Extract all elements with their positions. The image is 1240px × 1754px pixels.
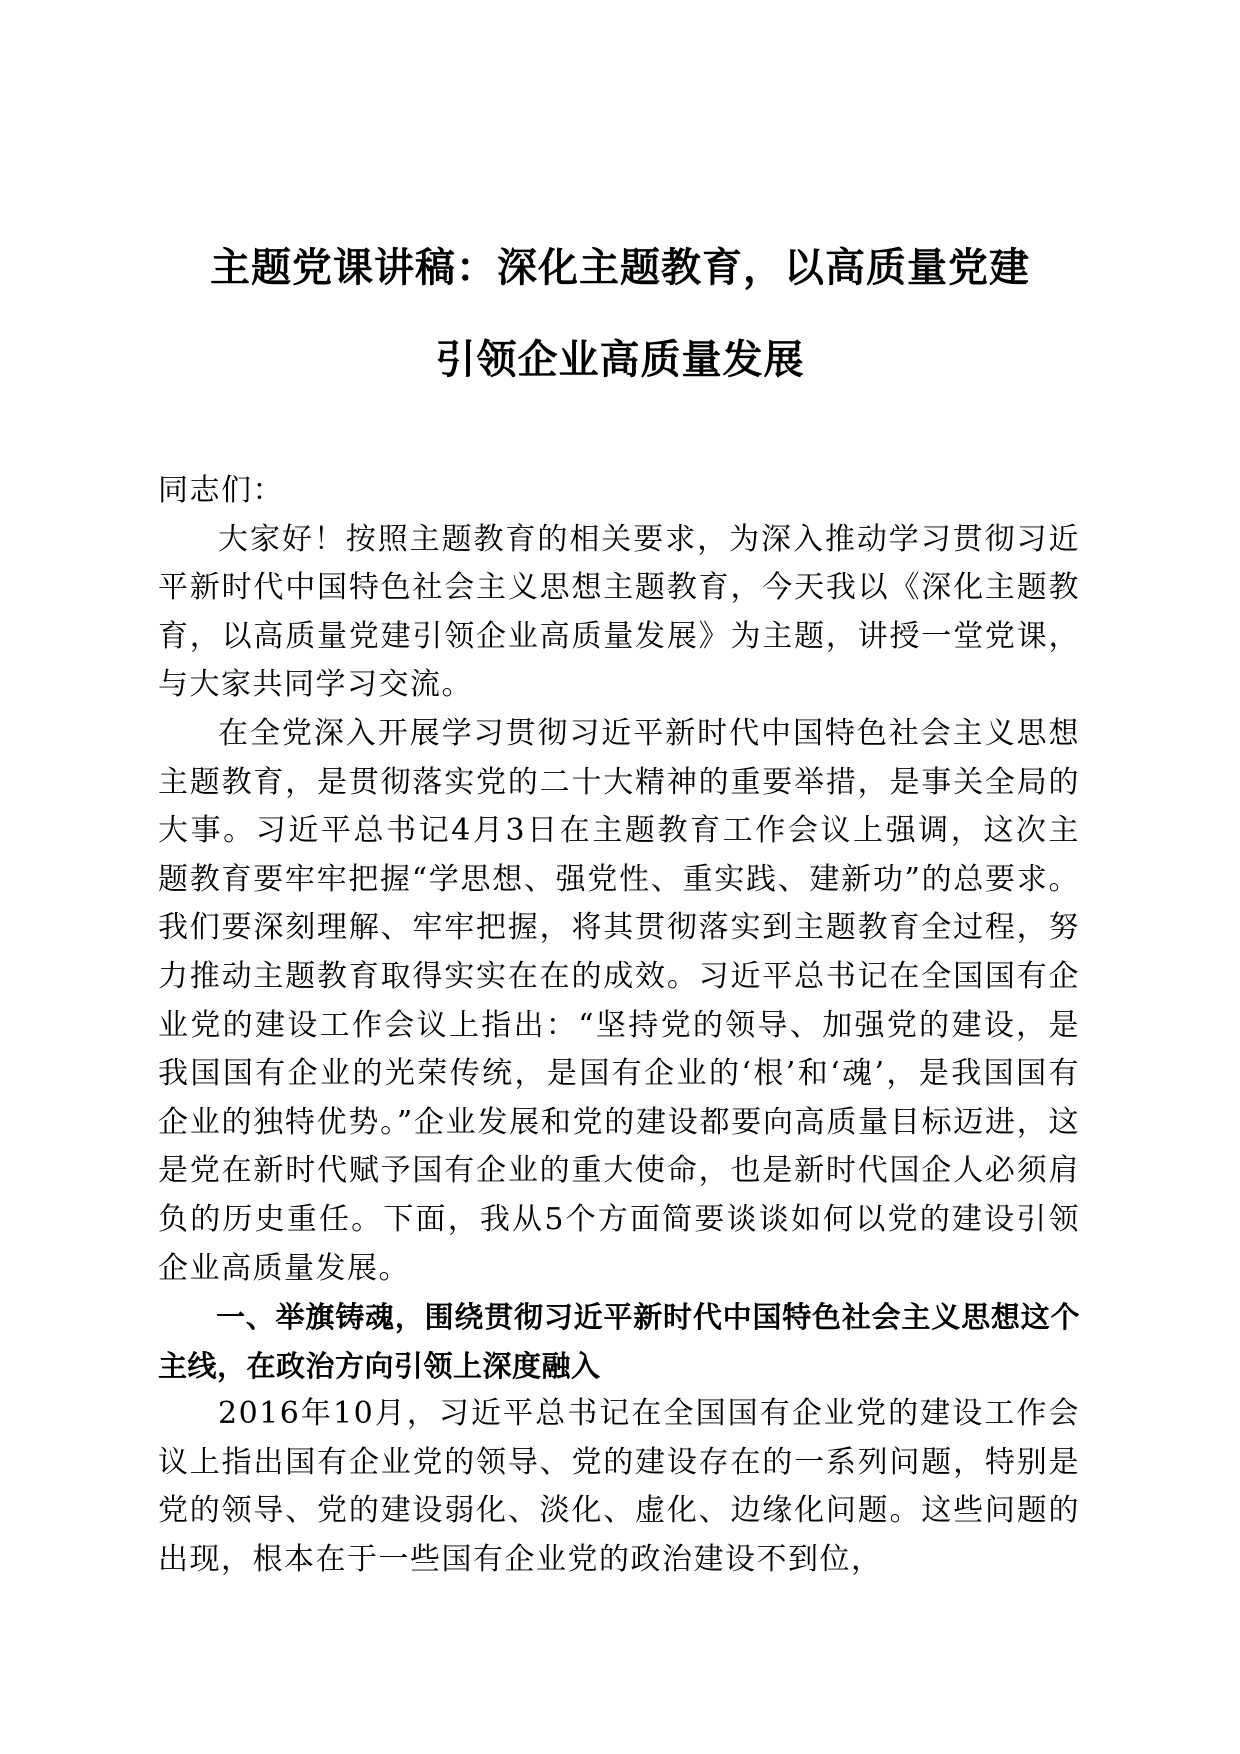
paragraph-intro: 大家好！按照主题教育的相关要求，为深入推动学习贯彻习近平新时代中国特色社会主义思想主题教育，今天我以《深化主题教育，以高质量党建引领企业高质量发展》为主题，讲授一堂党课，与大家共同学习交流。 <box>158 521 1080 703</box>
document-body <box>158 467 1080 1585</box>
section-1-paragraph: 2016年10月，习近平总书记在全国国有企业党的建设工作会议上指出国有企业党的领导、党的建设存在的一系列问题，特别是党的领导、党的建设弱化、淡化、虚化、边缘化问题。这些问题的出现，根本在于一些国有企业党的政治建设不到位， <box>158 1396 1080 1578</box>
section-heading-1: 一、举旗铸魂，围绕贯彻习近平新时代中国特色社会主义思想这个主线，在政治方向引领上深度融入 <box>158 1300 1080 1383</box>
greeting: 同志们： <box>158 473 284 508</box>
document-title <box>130 222 1110 406</box>
title-line-1: 主题党课讲稿：深化主题教育，以高质量党建 <box>210 245 1030 291</box>
paragraph-background: 在全党深入开展学习贯彻习近平新时代中国特色社会主义思想主题教育，是贯彻落实党的二十大精神的重要举措，是事关全局的大事。习近平总书记4月3日在主题教育工作会议上强调，这次主题教育要牢牢把握“学思想、强党性、重实践、建新功”的总要求。我们要深刻理解、牢牢把握，将其贯彻落实到主题教育全过程，努力推动主题教育取得实实在在的成效。习近平总书记在全国国有企业党的建设工作会议上指出：“坚持党的领导、加强党的建设，是我国国有企业的光荣传统，是国有企业的‘根’和‘魂’，是我国国有企业的独特优势。”企业发展和党的建设都要向高质量目标迈进，这是党在新时代赋予国有企业的重大使命，也是新时代国企人必须肩负的历史重任。下面，我从5个方面简要谈谈如何以党的建设引领企业高质量发展。 <box>158 715 1080 1286</box>
title-line-2: 引领企业高质量发展 <box>435 337 805 383</box>
